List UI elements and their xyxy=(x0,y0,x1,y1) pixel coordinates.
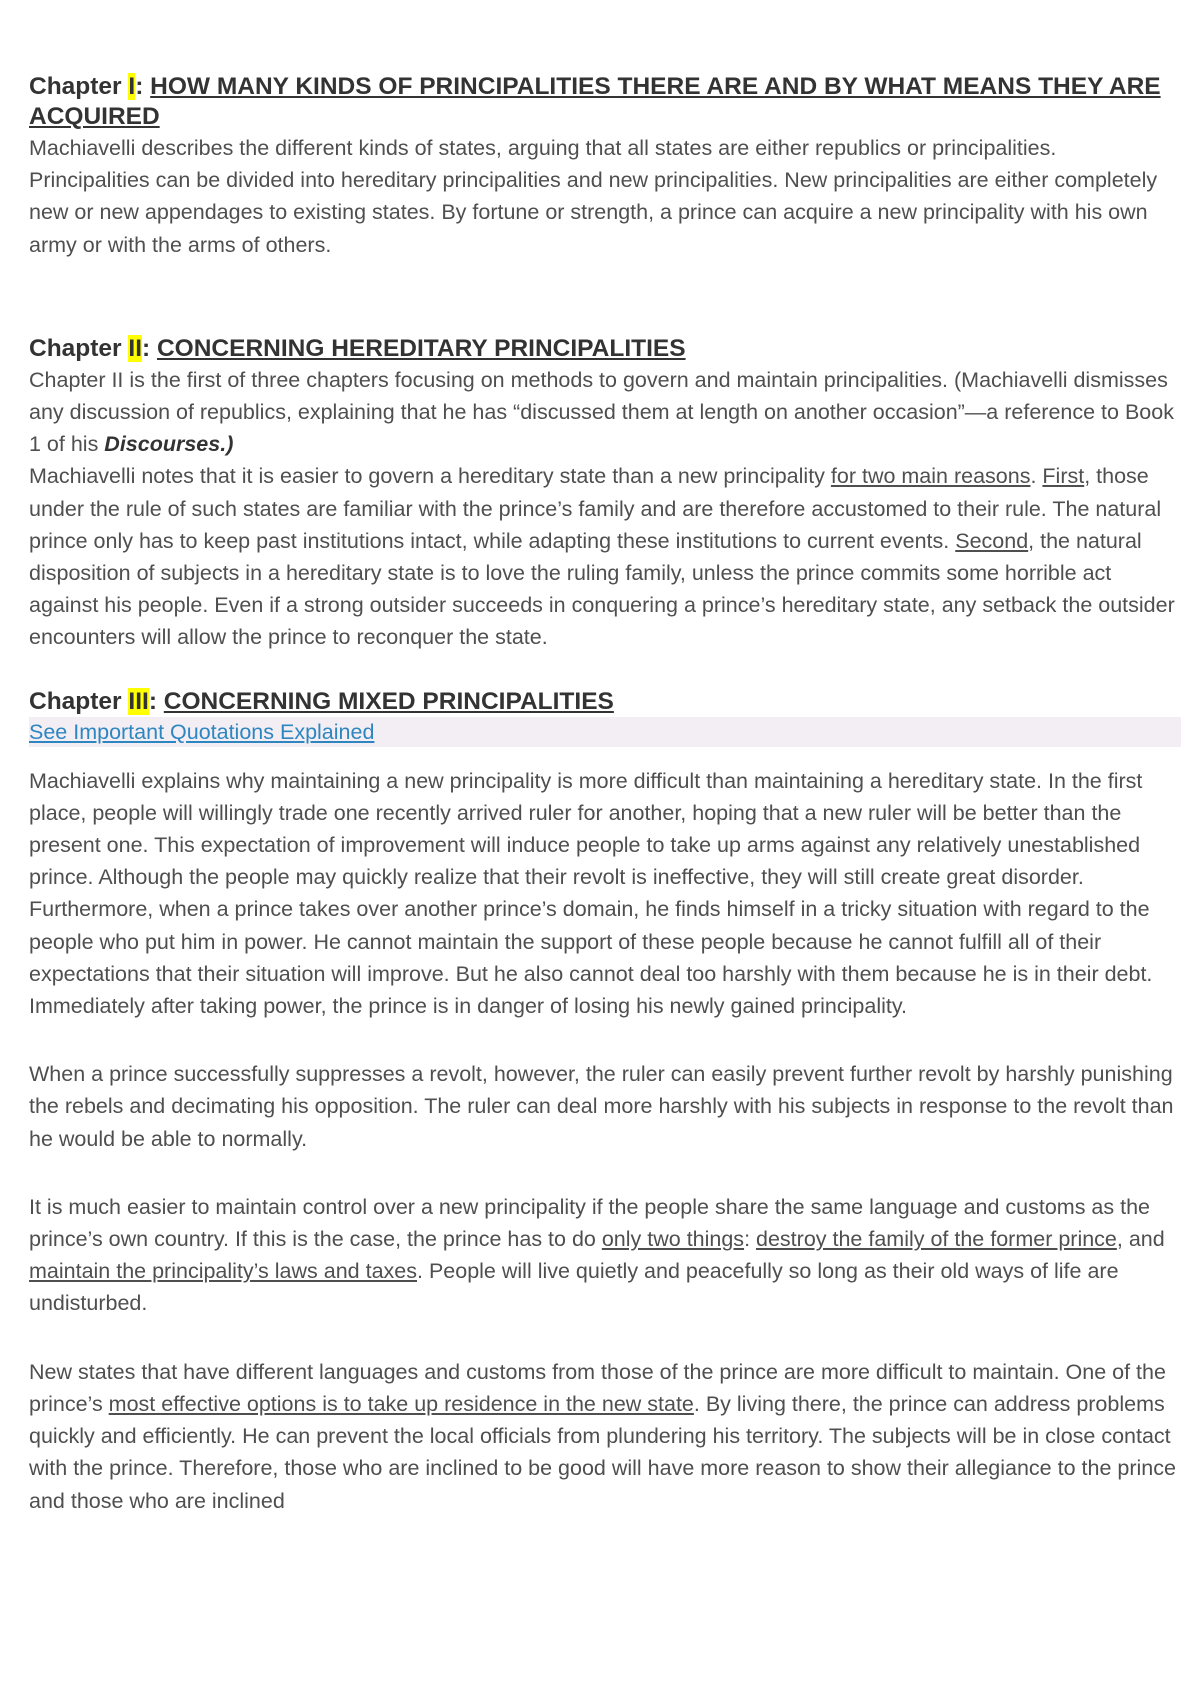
chapter-3-paragraph-4 xyxy=(29,1356,1181,1517)
chapter-3-separator: : xyxy=(148,687,164,715)
underline-maintain-laws: maintain the principality’s laws and taxes xyxy=(29,1259,417,1284)
chapter-2-p2-text-d: , the natural disposition of subjects in a hereditary state is to love the ruling family, unless the prince commits some horrible act against his people. Even if a strong outsider succeeds in conquering a prince’s hereditary state, any setback the outsider encounters will allow the prince to reconquer the state. xyxy=(29,528,1175,650)
chapter-3-title: CONCERNING MIXED PRINCIPALITIES xyxy=(163,687,614,715)
important-quotations-link[interactable]: See Important Quotations Explained xyxy=(29,719,375,744)
chapter-2-p2-text-b: . xyxy=(1030,464,1043,489)
chapter-2-prefix: Chapter xyxy=(29,334,129,362)
chapter-2-p2-text-c: , those under the rule of such states are familiar with the prince’s family and are therefore accustomed to their rule. The natural prince only has to keep past institutions intact, while adapting these institutions to current events. xyxy=(29,464,1162,553)
chapter-2-number: II xyxy=(128,334,143,362)
chapter-3-p3-text-c: , and xyxy=(1116,1227,1165,1252)
chapter-3-paragraph-1: Machiavelli explains why maintaining a new principality is more difficult than maintaining a hereditary state. In the first place, people will willingly trade one recently arrived ruler for another, hoping that a new ruler will be better than the present one. This expectation of improvement will induce people to take up arms against any relatively unestablished prince. Although the people may quickly realize that their revolt is ineffective, they will still create great disorder. Furthermore, when a prince takes over another prince’s domain, he finds himself in a tricky situation with regard to the people who put him in power. He cannot maintain the support of these people because he cannot fulfill all of their expectations that their situation will improve. But he also cannot deal too harshly with them because he is in their debt. Immediately after taking power, the prince is in danger of losing his newly gained principality. xyxy=(29,768,1153,1019)
quotations-link-bar xyxy=(29,717,1181,747)
chapter-3-paragraph-2: When a prince successfully suppresses a revolt, however, the ruler can easily prevent further revolt by harshly punishing the rebels and decimating his opposition. The ruler can deal more harshly with his subjects in response to the revolt than he would be able to normally. xyxy=(29,1062,1174,1151)
underline-two-main-reasons: for two main reasons xyxy=(830,464,1031,489)
underline-take-up-residence: most effective options is to take up residence in the new state xyxy=(108,1391,694,1416)
chapter-3-p3-text-a: It is much easier to maintain control over a new principality if the people share the same language and customs as the prince’s own country. If this is the case, the prince has to do xyxy=(29,1194,1151,1252)
chapter-2-p1-text: Chapter II is the first of three chapters focusing on methods to govern and maintain principalities. (Machiavelli dismisses any discussion of republics, explaining that he has “discussed them at length on another occasion”—a reference to Book 1 of his xyxy=(29,367,1174,457)
chapter-3-p3-text-b: : xyxy=(744,1227,757,1252)
chapter-3-p3-text-d: . People will live quietly and peacefully so long as their old ways of life are undisturbed. xyxy=(29,1259,1119,1316)
chapter-1-number: I xyxy=(128,73,136,100)
chapter-3-p4-text-b: . By living there, the prince can address problems quickly and efficiently. He can prevent the local officials from plundering his territory. The subjects will be in close contact with the prince. Therefore, those who are inclined to be good will have more reason to show their allegiance to the prince and those who are inclined xyxy=(29,1391,1176,1513)
chapter-2-title: CONCERNING HEREDITARY PRINCIPALITIES xyxy=(156,334,686,362)
chapter-3-heading xyxy=(29,687,1181,717)
chapter-2-separator: : xyxy=(142,334,157,362)
chapter-1-prefix: Chapter xyxy=(29,73,129,100)
underline-destroy-family: destroy the family of the former prince xyxy=(756,1227,1117,1252)
chapter-2-paragraph-2 xyxy=(29,460,1181,653)
chapter-3-number: III xyxy=(128,687,149,715)
discourses-title: Discourses.) xyxy=(104,432,234,457)
underline-only-two-things: only two things xyxy=(601,1227,745,1252)
chapter-1-summary: Machiavelli describes the different kinds of states, arguing that all states are either republics or principalities. Principalities can be divided into hereditary principalities and new principalities. New principalities are either completely new or new appendages to existing states. By fortune or strength, a prince can acquire a new principality with his own army or with the arms of others. xyxy=(29,136,1158,257)
underline-second: Second xyxy=(955,528,1029,553)
underline-first: First xyxy=(1042,464,1085,489)
chapter-3-paragraph-3 xyxy=(29,1191,1181,1320)
chapter-2-heading xyxy=(29,334,1181,364)
chapter-1-heading xyxy=(29,72,1181,132)
chapter-1-separator: : xyxy=(135,73,151,100)
chapter-2-paragraph-1 xyxy=(29,364,1181,461)
chapter-1-title: HOW MANY KINDS OF PRINCIPALITIES THERE ARE AND BY WHAT MEANS THEY ARE ACQUIRED xyxy=(29,73,1161,130)
chapter-3-p4-text-a: New states that have different languages and customs from those of the prince are more difficult to maintain. One of the prince’s xyxy=(29,1359,1166,1416)
document-page xyxy=(29,72,1181,1517)
chapter-3-prefix: Chapter xyxy=(29,687,129,715)
chapter-2-p2-text-a: Machiavelli notes that it is easier to govern a hereditary state than a new principality xyxy=(29,464,831,489)
